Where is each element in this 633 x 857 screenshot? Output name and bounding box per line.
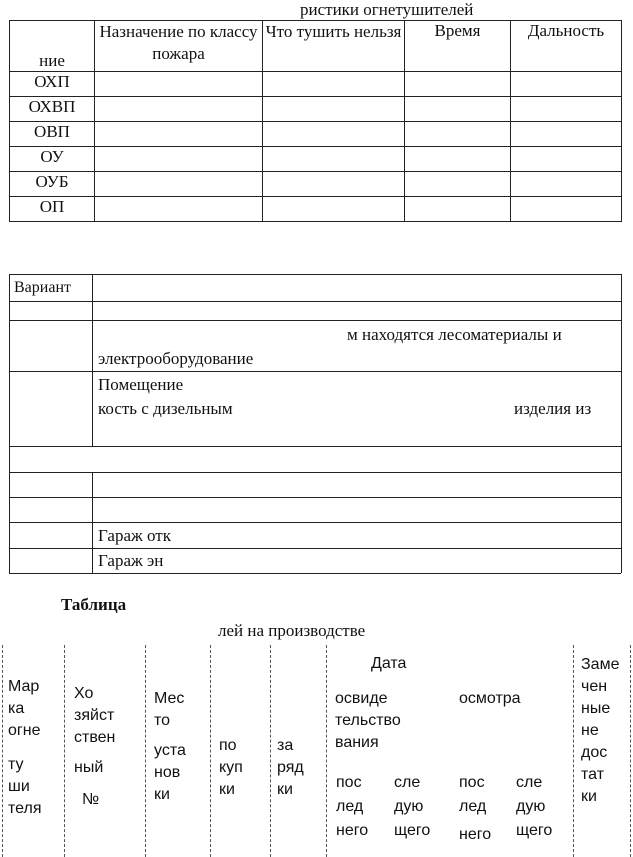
row-label: ОВП xyxy=(10,122,95,147)
date-header: Дата xyxy=(371,655,407,672)
col-recharge: за ряд ки xyxy=(277,737,304,798)
variant-row4-line1: Помещение xyxy=(98,375,184,394)
table-row xyxy=(10,72,622,97)
table-row xyxy=(10,147,622,172)
table-row xyxy=(10,97,622,122)
variant-header: Вариант xyxy=(14,279,71,296)
table-row xyxy=(10,122,622,147)
table-row xyxy=(10,197,622,222)
row-label: ОХП xyxy=(10,72,95,97)
inspection-header: осмотра xyxy=(459,690,521,707)
variant-row8: Гараж отк xyxy=(98,526,171,545)
col-inventory-number: Хо зяйст ствен ный № xyxy=(74,685,116,808)
col-purchase: по куп ки xyxy=(219,737,243,798)
row-label: ОХВП xyxy=(10,97,95,122)
table3-caption: лей на производстве xyxy=(218,621,366,640)
header-forbidden: Что тушить нельзя xyxy=(263,21,405,72)
row-label: ОУ xyxy=(10,147,95,172)
variant-row9: Гараж эн xyxy=(98,551,164,570)
header-fire-class: Назначение по классу пожара xyxy=(95,21,263,72)
inspection-last: пос лед него xyxy=(459,774,492,843)
extinguisher-characteristics-table xyxy=(9,20,622,222)
table3-label: Таблица xyxy=(61,595,127,614)
table1-caption: ристики огнетушителей xyxy=(300,0,474,19)
header-time: Время xyxy=(405,21,511,72)
row-label: ОУБ xyxy=(10,172,95,197)
cert-next: сле дую щего xyxy=(394,774,431,839)
col-brand: Мар ка огне ту ши теля xyxy=(8,678,42,817)
variant-row4-line2b: изделия из xyxy=(514,399,592,418)
variant-row3-line1: м находятся лесоматериалы и xyxy=(347,325,562,344)
col-remarks: Заме чен ные не дос тат ки xyxy=(581,656,620,805)
header-range: Дальность xyxy=(511,21,622,72)
variant-row3-line2: электрооборудование xyxy=(98,349,254,368)
cert-last: пос лед него xyxy=(336,774,369,839)
certification-header: освиде тельство вания xyxy=(335,690,401,751)
row-label: ОП xyxy=(10,197,95,222)
inspection-next: сле дую щего xyxy=(516,774,553,839)
table-row xyxy=(10,172,622,197)
header-name: ние xyxy=(10,21,95,72)
col-location: Мес то уста нов ки xyxy=(154,690,186,803)
variant-row4-line2a: кость с дизельным xyxy=(98,399,233,418)
